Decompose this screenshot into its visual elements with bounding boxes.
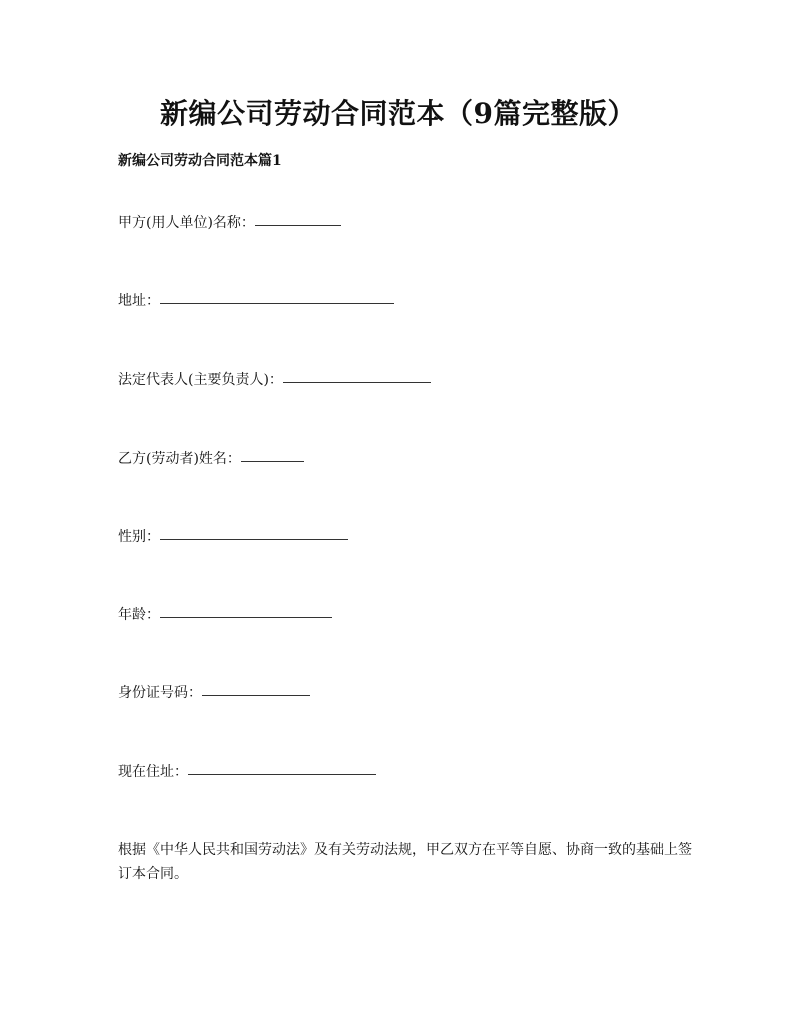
age-field (118, 604, 332, 624)
employer-name-field (118, 212, 341, 232)
employee-name-blank[interactable] (241, 447, 304, 462)
employee-name-field (118, 448, 304, 468)
legal-representative-label: 法定代表人(主要负责人)： (118, 372, 283, 388)
legal-representative-blank[interactable] (283, 368, 431, 383)
employer-name-blank[interactable] (255, 211, 341, 226)
id-number-label: 身份证号码： (118, 685, 202, 701)
gender-blank[interactable] (160, 525, 348, 540)
gender-label: 性别： (118, 529, 160, 545)
age-label: 年龄： (118, 607, 160, 623)
section-heading: 新编公司劳动合同范本篇1 (118, 153, 282, 169)
employee-name-label: 乙方(劳动者)姓名： (118, 451, 241, 467)
address-blank[interactable] (160, 289, 394, 304)
document-title: 新编公司劳动合同范本（9篇完整版） (160, 97, 636, 130)
address-label: 地址： (118, 293, 160, 309)
gender-field (118, 526, 348, 546)
address-field (118, 290, 394, 310)
current-address-label: 现在住址： (118, 764, 188, 780)
age-blank[interactable] (160, 603, 332, 618)
contract-preamble-paragraph: 根据《中华人民共和国劳动法》及有关劳动法规，甲乙双方在平等自愿、协商一致的基础上签订本合同。 (118, 842, 692, 882)
legal-representative-field (118, 369, 431, 389)
employer-name-label: 甲方(用人单位)名称： (118, 215, 255, 231)
current-address-field (118, 761, 376, 781)
id-number-blank[interactable] (202, 681, 310, 696)
id-number-field (118, 682, 310, 702)
current-address-blank[interactable] (188, 760, 376, 775)
